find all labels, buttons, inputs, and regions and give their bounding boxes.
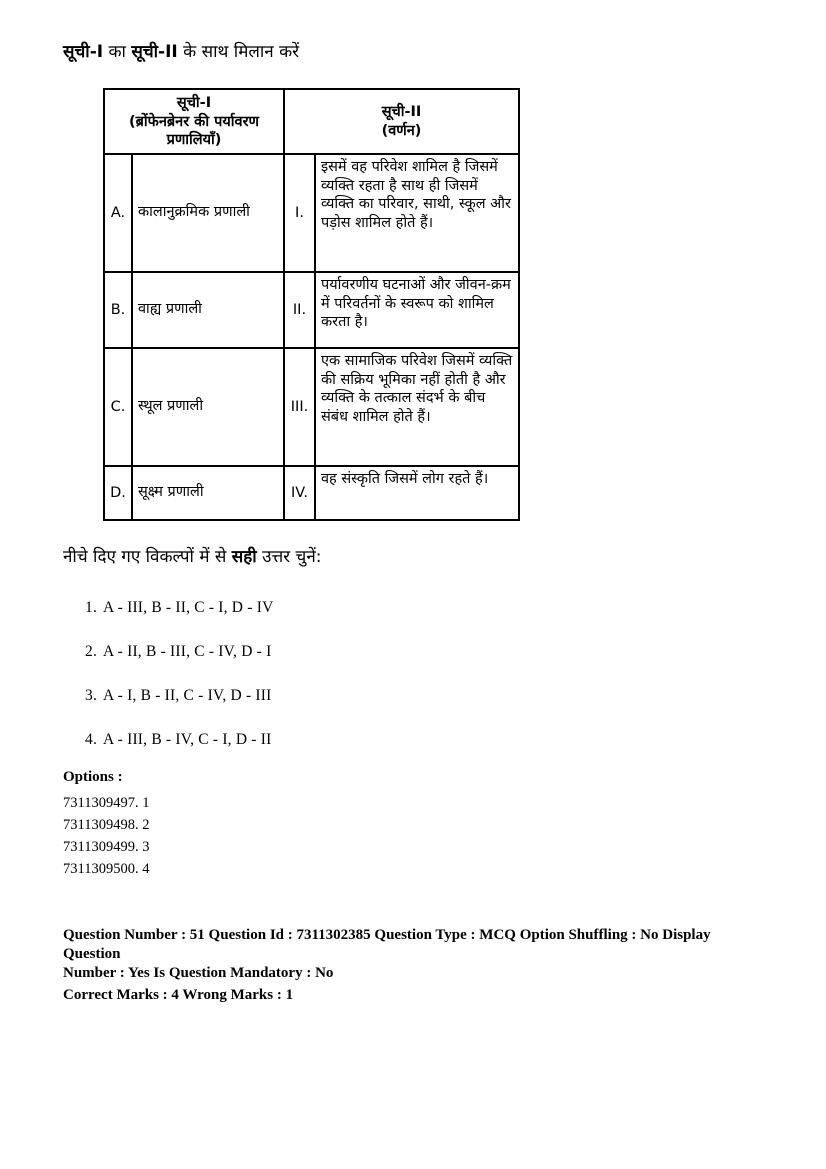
- answer-instruction: [63, 547, 766, 567]
- answer-option-number: 1.: [85, 599, 98, 617]
- match-item-cell: स्थूल प्रणाली: [132, 348, 284, 466]
- question-heading: [63, 42, 766, 62]
- answer-option-3: [85, 687, 766, 705]
- answer-option-text: A - III, B - II, C - I, D - IV: [103, 599, 274, 617]
- answer-option-text: A - III, B - IV, C - I, D - II: [103, 731, 272, 749]
- match-roman-cell: IV.: [284, 466, 315, 520]
- match-description-cell: पर्यावरणीय घटनाओं और जीवन-क्रम में परिवर्तनों के स्वरूप को शामिल करता है।: [315, 272, 519, 348]
- option-id: 7311309497. 1: [63, 795, 150, 812]
- heading-list2-label: सूची-II: [131, 42, 178, 62]
- match-roman-cell: II.: [284, 272, 315, 348]
- table-header-row: [104, 89, 519, 153]
- list2-title: सूची-II: [381, 104, 422, 121]
- options-label: Options :: [63, 769, 123, 786]
- match-item-cell: कालानुक्रमिक प्रणाली: [132, 154, 284, 272]
- answer-options-list: [85, 599, 766, 749]
- match-letter-cell: B.: [104, 272, 132, 348]
- instruction-text-2: उत्तर चुनें:: [256, 546, 322, 567]
- instruction-bold-word: सही: [231, 546, 257, 567]
- match-description-cell: एक सामाजिक परिवेश जिसमें व्यक्ति की सक्रिय भूमिका नहीं होती है और व्यक्ति के तत्काल संदर्भ के बीच संबंध शामिल होते हैं।: [315, 348, 519, 466]
- answer-option-text: A - I, B - II, C - IV, D - III: [103, 687, 272, 705]
- answer-option-number: 3.: [85, 687, 98, 705]
- answer-option-1: [85, 599, 766, 617]
- list2-subtitle: (वर्णन): [381, 122, 422, 139]
- answer-option-4: [85, 731, 766, 749]
- match-letter-cell: A.: [104, 154, 132, 272]
- list1-subtitle: (ब्रोंफेनब्रेनर की पर्यावरण प्रणालियाँ): [128, 113, 259, 148]
- match-description-cell: वह संस्कृति जिसमें लोग रहते हैं।: [315, 466, 519, 520]
- match-letter-cell: C.: [104, 348, 132, 466]
- heading-text-2: के साथ मिलान करें: [177, 42, 300, 62]
- option-ids-list: [63, 792, 766, 880]
- list2-header-cell: [284, 89, 519, 153]
- match-roman-cell: III.: [284, 348, 315, 466]
- option-id: 7311309498. 2: [63, 817, 150, 834]
- table-row-b: [104, 272, 519, 348]
- heading-list1-label: सूची-I: [63, 42, 104, 62]
- answer-option-number: 2.: [85, 643, 98, 661]
- answer-option-text: A - II, B - III, C - IV, D - I: [103, 643, 272, 661]
- match-description-cell: इसमें वह परिवेश शामिल है जिसमें व्यक्ति रहता है साथ ही जिसमें व्यक्ति का परिवार, साथी, स्कूल और पड़ोस शामिल होते हैं।: [315, 154, 519, 272]
- option-id: 7311309500. 4: [63, 861, 150, 878]
- list1-title: सूची-I: [176, 95, 212, 112]
- instruction-text-1: नीचे दिए गए विकल्पों में से: [63, 546, 232, 567]
- question-metadata: [63, 926, 766, 1005]
- metadata-marks-line: Correct Marks : 4 Wrong Marks : 1: [63, 987, 294, 1004]
- match-list-table: [103, 88, 520, 520]
- answer-option-number: 4.: [85, 731, 98, 749]
- heading-text-1: का: [103, 42, 132, 62]
- match-roman-cell: I.: [284, 154, 315, 272]
- table-row-a: [104, 154, 519, 272]
- match-item-cell: सूक्ष्म प्रणाली: [132, 466, 284, 520]
- table-row-c: [104, 348, 519, 466]
- match-letter-cell: D.: [104, 466, 132, 520]
- answer-option-2: [85, 643, 766, 661]
- metadata-line-1: Question Number : 51 Question Id : 7311302385 Question Type : MCQ Option Shuffling : No Display Question: [63, 927, 711, 963]
- option-id: 7311309499. 3: [63, 839, 150, 856]
- list1-header-cell: [104, 89, 284, 153]
- match-item-cell: वाह्य प्रणाली: [132, 272, 284, 348]
- metadata-line-2: Number : Yes Is Question Mandatory : No: [63, 965, 334, 982]
- table-row-d: [104, 466, 519, 520]
